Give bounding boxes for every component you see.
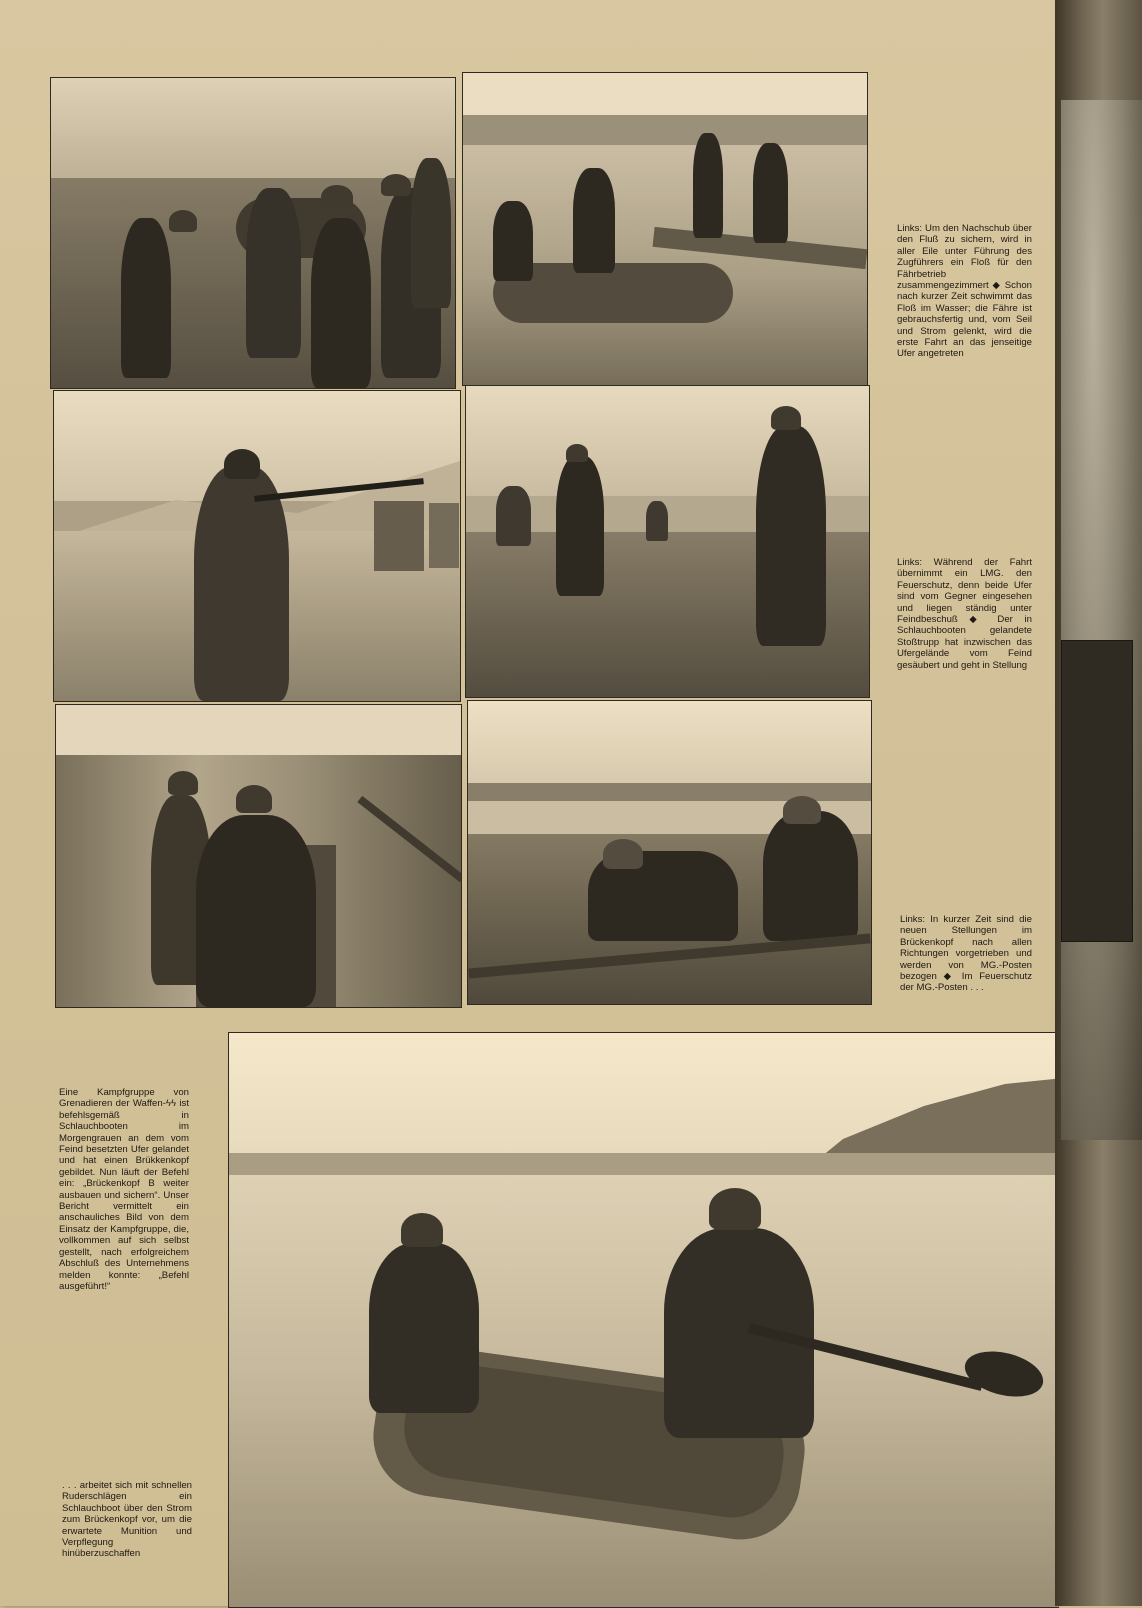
caption-intro-kampfgruppe: Eine Kampfgruppe von Grenadieren der Waffen-ϟϟ ist befehlsgemäß in Schlauchbooten im Morgengrauen an dem vom Feind besetzten Ufer gelandet und hat einen Brükkenkopf gebildet. Nun läuft der Befehl ein: „Brückenkopf B weiter ausbauen und sichern“. Unser Bericht vermittelt ein anschauliches Bild von dem Einsatz der Kampfgruppe, die, vollkommen auf sich selbst gestellt, nach erfolgreichem Abschluß des Unternehmens melden konnte: „Befehl ausgeführt!“ bbox=[59, 1087, 189, 1292]
caption-new-positions: Links: In kurzer Zeit sind die neuen Stellungen im Brückenkopf nach allen Richtungen vorgetrieben und werden von MG.-Posten bezogen ◆ Im Feuerschutz der MG.-Posten . . . bbox=[900, 914, 1032, 994]
photo-machine-gun-trench bbox=[53, 390, 461, 702]
caption-raft-ferry: Links: Um den Nachschub über den Fluß zu sichern, wird in aller Eile unter Führung des Zugführers ein Floß für den Fährbetrieb zusammengezimmert ◆ Schon nach kurzer Zeit schwimmt das Floß im Wasser; die Fähre ist gebrauchsfertig und, vom Seil und Strom gelenkt, wird die erste Fahrt an das jenseitige Ufer angetreten bbox=[897, 223, 1032, 360]
photo-storm-troop-landing bbox=[465, 385, 870, 698]
photo-soldiers-carrying-log bbox=[50, 77, 456, 389]
photo-rubber-boat-crossing bbox=[228, 1032, 1059, 1608]
caption-rubber-boat: . . . arbeitet sich mit schnellen Ruderschlägen ein Schlauchboot über den Strom zum Brückenkopf vor, um die erwartete Munition und Verpflegung hinüberzuschaffen bbox=[62, 1480, 192, 1560]
photo-soldiers-in-trench bbox=[55, 704, 462, 1008]
adjacent-page-box bbox=[1061, 640, 1133, 942]
adjacent-page-edge bbox=[1055, 0, 1142, 1606]
photo-ferry-raft-launch bbox=[462, 72, 868, 386]
adjacent-page-photo bbox=[1061, 100, 1142, 1140]
caption-lmg-fire-cover: Links: Während der Fahrt übernimmt ein LMG. den Feuerschutz, denn beide Ufer sind vom Gegner eingesehen und liegen ständig unter Feindbeschuß ◆ Der in Schlauchbooten gelandete Stoßtrupp hat inzwischen das Ufergelände vom Feind gesäubert und geht in Stellung bbox=[897, 557, 1032, 671]
photo-mg-post bbox=[467, 700, 872, 1005]
